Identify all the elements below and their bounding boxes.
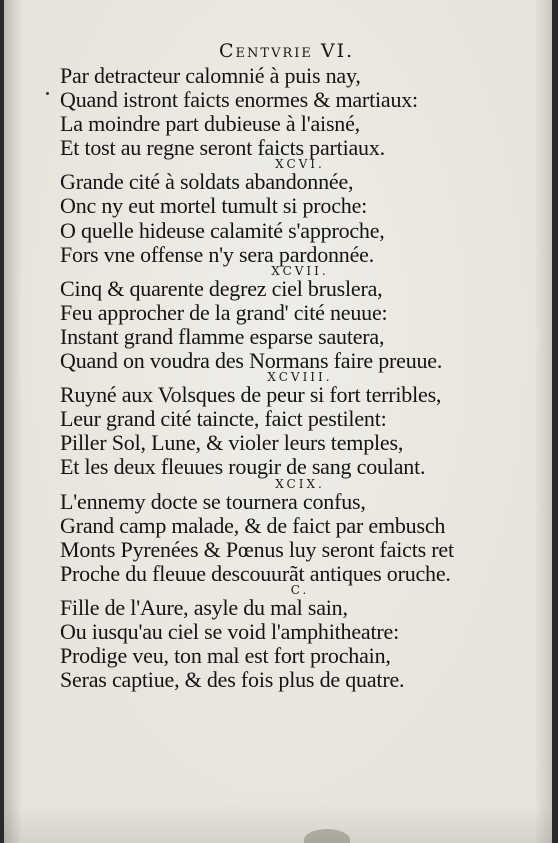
verse-line: Fors vne offense n'y sera pardonnée.	[60, 241, 375, 267]
verse-line: Seras captiue, & des fois plus de quatre.	[60, 667, 405, 693]
verse-line: Instant grand flamme esparse sautera,	[60, 323, 385, 349]
ink-speck	[46, 92, 49, 95]
verse-line: O quelle hideuse calamité s'approche,	[60, 217, 385, 243]
verse-line: Et tost au regne seront faicts partiaux.	[60, 135, 385, 161]
verse-line: Grande cité à soldats abandonnée,	[60, 169, 354, 195]
running-header: Centvrie VI.	[219, 40, 355, 62]
verse-line: Prodige veu, ton mal est fort prochain,	[60, 643, 391, 669]
verse-line: Onc ny eut mortel tumult si proche:	[60, 193, 368, 219]
quatrain-number: XCVII.	[271, 263, 329, 278]
verse-line: L'ennemy docte se tournera confus,	[60, 488, 366, 514]
verse-line: Feu approcher de la grand' cité neuue:	[60, 299, 388, 325]
verse-line: Ou iusqu'au ciel se void l'amphitheatre:	[60, 618, 400, 644]
verse-line: Quand istront faicts enormes & martiaux:	[60, 87, 418, 113]
quatrain-number: XCIX.	[275, 476, 325, 491]
verse-line: Grand camp malade, & de faict par embusch	[60, 512, 446, 538]
quatrain-text	[60, 64, 540, 692]
verse-line: Proche du fleuue descouurãt antiques oruche.	[60, 560, 451, 586]
page-shadow	[4, 803, 552, 843]
verse-line: Monts Pyrenées & Pœnus luy seront faicts ret	[60, 536, 454, 562]
verse-line: La moindre part dubieuse à l'aisné,	[60, 111, 360, 137]
verse-line: Cinq & quarente degrez ciel bruslera,	[60, 275, 383, 301]
quatrain-number: XCVIII.	[267, 370, 333, 385]
quatrain-number: XCVI.	[275, 157, 325, 172]
book-page	[4, 0, 552, 843]
verse-line: Leur grand cité taincte, faict pestilent:	[60, 406, 387, 432]
verse-line: Piller Sol, Lune, & violer leurs temples,	[60, 430, 404, 456]
verse-line: Par detracteur calomnié à puis nay,	[60, 63, 361, 88]
verse-line: Quand on voudra des Normans faire preuue.	[60, 348, 443, 374]
quatrain-number: C.	[290, 582, 310, 597]
verse-line: Ruyné aux Volsques de peur si fort terribles,	[60, 382, 442, 408]
verse-line: Et les deux fleuues rougir de sang coulant.	[60, 454, 426, 480]
verse-line: Fille de l'Aure, asyle du mal sain,	[60, 594, 348, 620]
